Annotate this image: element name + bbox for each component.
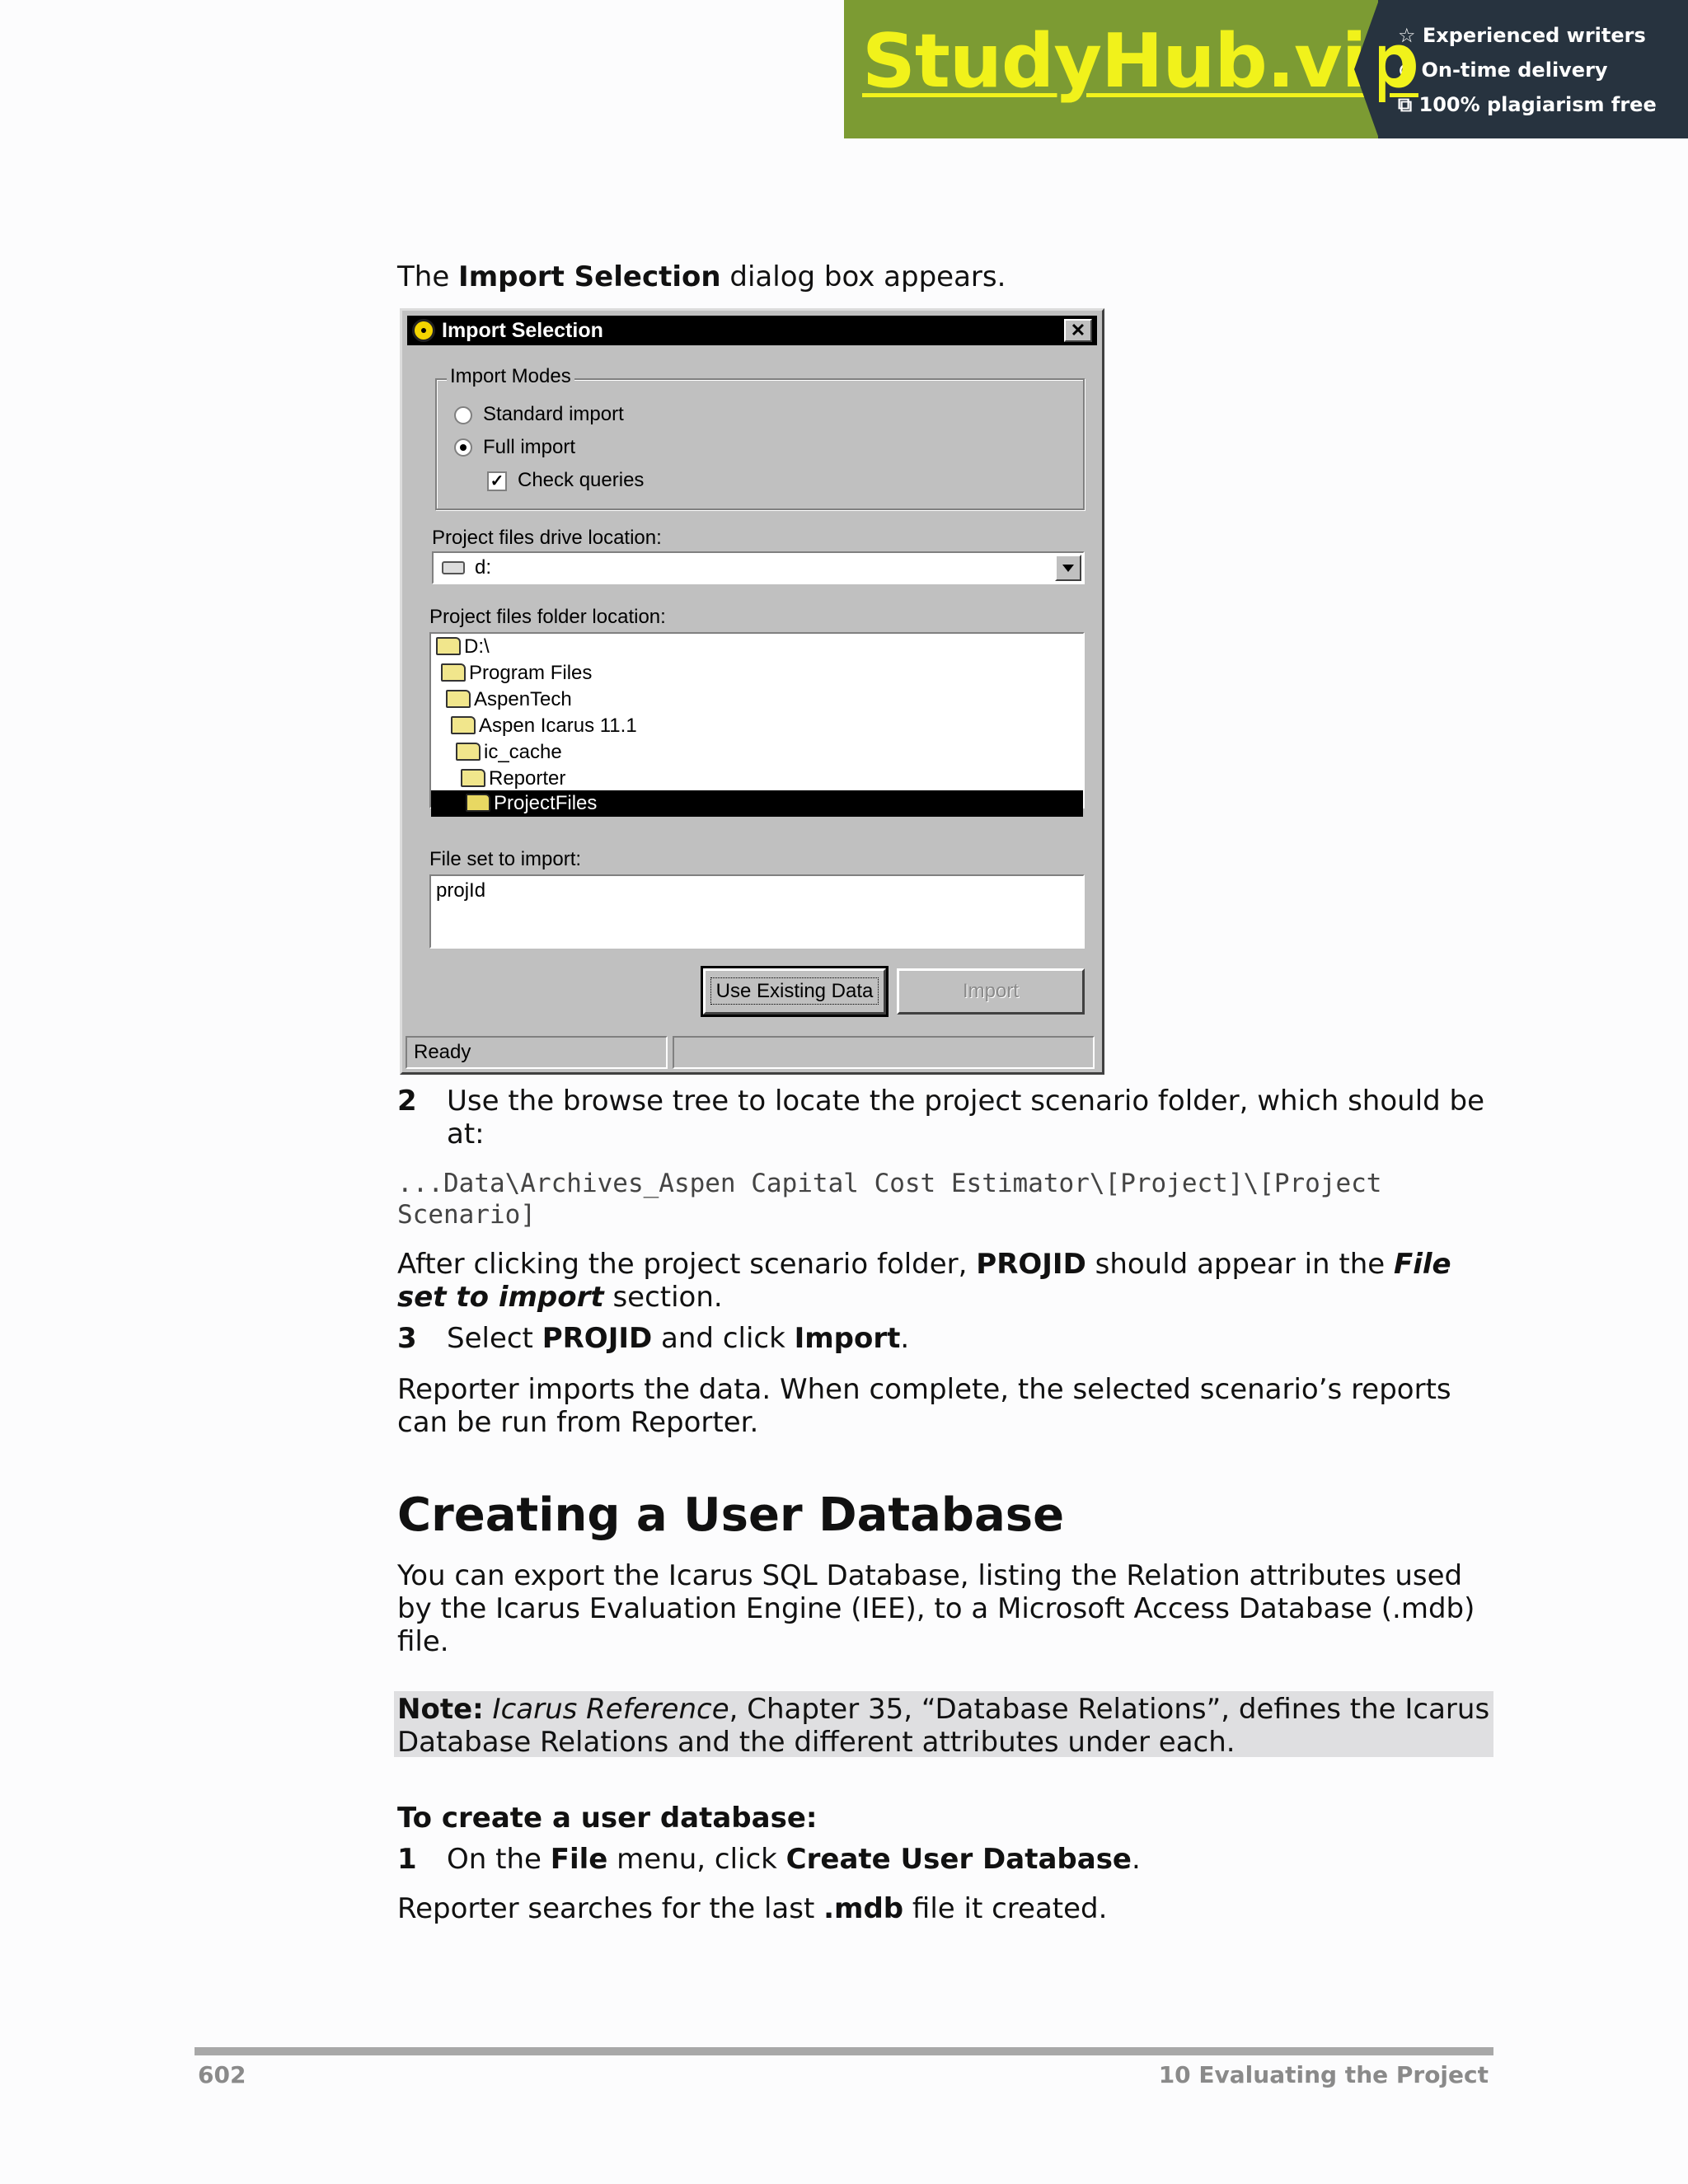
file-set-input[interactable] xyxy=(429,874,1085,949)
import-modes-label: Import Modes xyxy=(447,365,574,388)
page-number: 602 xyxy=(198,2061,246,2088)
footer-rule xyxy=(195,2047,1493,2055)
use-existing-data-button[interactable]: Use Existing Data xyxy=(703,968,886,1015)
after-click-line1: After clicking the project scenario folder, PROJID should appear in the File xyxy=(397,1248,1451,1281)
chapter-title: 10 Evaluating the Project xyxy=(1158,2061,1489,2088)
status-panel xyxy=(673,1036,1095,1069)
path-line2: Scenario] xyxy=(397,1200,536,1230)
export-para-line3: file. xyxy=(397,1625,449,1658)
check-queries-label[interactable]: Check queries xyxy=(518,469,645,491)
import-selection-term: Import Selection xyxy=(458,260,721,293)
import-selection-dialog xyxy=(400,308,1104,1075)
file-set-value: projId xyxy=(436,879,486,902)
open-folder-icon xyxy=(456,743,481,761)
intro-paragraph: The Import Selection dialog box appears. xyxy=(397,260,1006,293)
dropdown-arrow-icon[interactable] xyxy=(1055,555,1081,581)
section-heading: Creating a User Database xyxy=(397,1488,1065,1542)
step-1-text: On the File menu, click Create User Database. xyxy=(447,1843,1141,1876)
tree-item-ic-cache[interactable]: ic_cache xyxy=(456,739,562,766)
full-import-radio[interactable] xyxy=(454,438,472,457)
drive-icon xyxy=(442,561,465,574)
feature-on-time-delivery: ⊙ On-time delivery xyxy=(1398,59,1608,82)
step-3-number: 3 xyxy=(397,1322,417,1355)
drive-location-value: d: xyxy=(475,556,492,579)
dialog-title: Import Selection xyxy=(442,319,603,342)
reporter-imports-line1: Reporter imports the data. When complete, the selected scenario’s reports xyxy=(397,1373,1451,1406)
open-folder-icon xyxy=(466,794,490,812)
tree-item-d-drive[interactable]: D:\ xyxy=(436,634,490,660)
drive-location-select[interactable] xyxy=(432,551,1085,584)
full-import-label[interactable]: Full import xyxy=(483,436,576,458)
export-para-line1: You can export the Icarus SQL Database, listing the Relation attributes used xyxy=(397,1559,1463,1592)
path-line1: ...Data\Archives_Aspen Capital Cost Estimator\[Project]\[Project xyxy=(397,1169,1382,1198)
open-folder-icon xyxy=(436,637,461,655)
step-1-number: 1 xyxy=(397,1843,417,1876)
folder-location-label: Project files folder location: xyxy=(429,606,666,628)
step-2-text-line2: at: xyxy=(447,1118,485,1151)
step-2-number: 2 xyxy=(397,1085,417,1118)
open-folder-icon xyxy=(446,690,471,708)
open-folder-icon xyxy=(451,716,476,734)
tree-item-projectfiles-selected[interactable]: ProjectFiles xyxy=(431,790,1083,817)
folder-tree[interactable] xyxy=(429,632,1085,814)
close-button[interactable]: ✕ xyxy=(1064,319,1092,342)
open-folder-icon xyxy=(441,663,466,682)
tree-item-program-files[interactable]: Program Files xyxy=(441,660,592,687)
app-icon xyxy=(412,319,435,342)
procedure-title: To create a user database: xyxy=(397,1802,818,1835)
drive-location-label: Project files drive location: xyxy=(432,527,662,549)
tree-item-aspen-icarus[interactable]: Aspen Icarus 11.1 xyxy=(451,713,637,739)
brand-logo[interactable] xyxy=(844,0,1418,138)
searches-paragraph: Reporter searches for the last .mdb file it created. xyxy=(397,1892,1108,1925)
export-para-line2: by the Icarus Evaluation Engine (IEE), to a Microsoft Access Database (.mdb) xyxy=(397,1592,1475,1625)
note-line2: Database Relations and the different attributes under each. xyxy=(397,1726,1236,1759)
after-click-line2: set to import section. xyxy=(397,1281,723,1314)
note-line1: Note: Icarus Reference, Chapter 35, “Database Relations”, defines the Icarus xyxy=(397,1693,1490,1726)
feature-plagiarism-free: ⧉ 100% plagiarism free xyxy=(1398,93,1657,116)
banner-features xyxy=(1378,0,1688,138)
import-button[interactable]: Import xyxy=(897,968,1085,1015)
reporter-imports-line2: can be run from Reporter. xyxy=(397,1406,759,1439)
dialog-title-bar xyxy=(407,316,1097,345)
feature-experienced-writers: ☆ Experienced writers xyxy=(1398,24,1646,47)
studyhub-banner[interactable] xyxy=(844,0,1688,138)
step-3-text: Select PROJID and click Import. xyxy=(447,1322,910,1355)
standard-import-radio[interactable] xyxy=(454,406,472,424)
tree-item-reporter[interactable]: Reporter xyxy=(461,766,565,792)
standard-import-label[interactable]: Standard import xyxy=(483,403,624,425)
file-set-label: File set to import: xyxy=(429,848,582,870)
check-queries-checkbox[interactable]: ✓ xyxy=(487,471,507,491)
status-text: Ready xyxy=(406,1036,668,1069)
brand-name: StudyHub.vip xyxy=(862,18,1418,105)
banner-arrow-shape xyxy=(1354,0,1379,138)
step-2-text-line1: Use the browse tree to locate the project scenario folder, which should be xyxy=(447,1085,1485,1118)
open-folder-icon xyxy=(461,769,485,787)
tree-item-aspentech[interactable]: AspenTech xyxy=(446,687,572,713)
